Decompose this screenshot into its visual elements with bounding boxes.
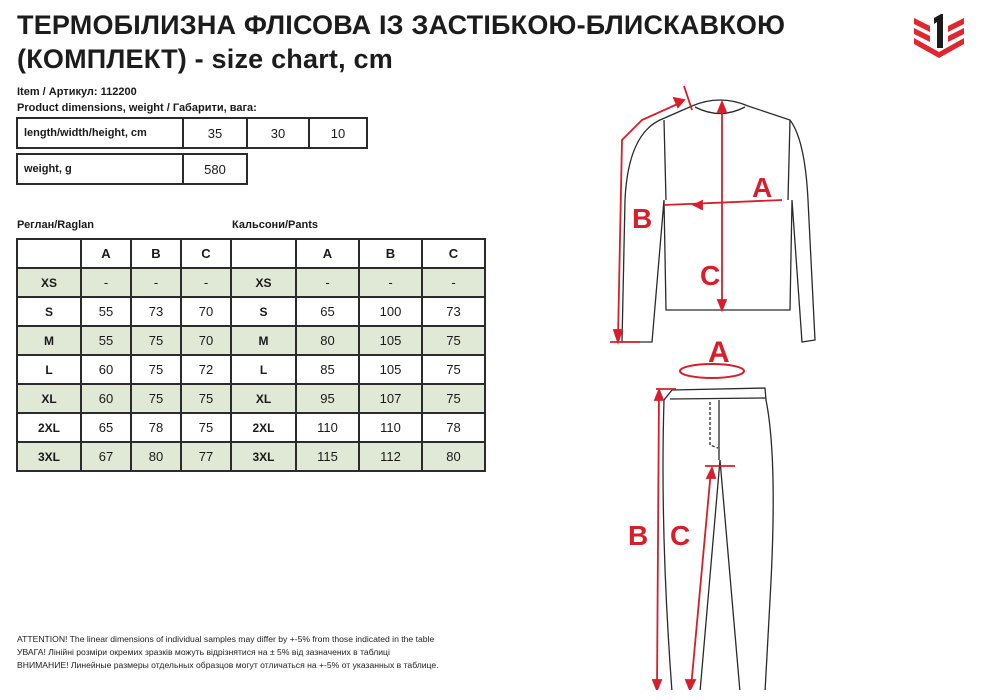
pants-label-a: A — [708, 336, 730, 369]
pants-value-c: 75 — [422, 326, 485, 355]
raglan-value-a: 55 — [81, 326, 131, 355]
width-value: 30 — [247, 118, 309, 148]
shirt-label-b: B — [632, 203, 653, 234]
pants-value-b: 105 — [359, 355, 422, 384]
raglan-value-a: 60 — [81, 384, 131, 413]
pants-value-b: 105 — [359, 326, 422, 355]
pants-col-header: B — [359, 239, 422, 268]
pants-value-a: 85 — [296, 355, 359, 384]
raglan-size: 3XL — [17, 442, 81, 471]
raglan-value-a: 65 — [81, 413, 131, 442]
raglan-value-c: - — [181, 268, 231, 297]
pants-value-b: 107 — [359, 384, 422, 413]
pants-value-c: 75 — [422, 355, 485, 384]
raglan-label: Реглан/Raglan — [17, 219, 94, 231]
pants-col-header: A — [296, 239, 359, 268]
raglan-col-header: C — [181, 239, 231, 268]
raglan-value-b: - — [131, 268, 181, 297]
pants-value-a: 80 — [296, 326, 359, 355]
notice — [17, 633, 439, 672]
page-title — [17, 8, 785, 76]
raglan-value-c: 72 — [181, 355, 231, 384]
weight-table — [16, 153, 248, 185]
garment-diagram — [600, 80, 840, 690]
raglan-value-c: 77 — [181, 442, 231, 471]
pants-size: 2XL — [231, 413, 296, 442]
raglan-value-a: - — [81, 268, 131, 297]
title-line-2: (КОМПЛЕКТ) - size chart, cm — [17, 44, 393, 74]
table-row — [17, 413, 485, 442]
raglan-size: M — [17, 326, 81, 355]
pants-size: L — [231, 355, 296, 384]
pants-value-a: 65 — [296, 297, 359, 326]
pants-value-a: 115 — [296, 442, 359, 471]
pants-label-b: B — [628, 520, 649, 551]
weight-label: weight, g — [17, 154, 183, 184]
pants-size: XS — [231, 268, 296, 297]
raglan-value-c: 70 — [181, 297, 231, 326]
table-row — [17, 442, 485, 471]
pants-value-c: 80 — [422, 442, 485, 471]
pants-value-b: 100 — [359, 297, 422, 326]
raglan-col-header: B — [131, 239, 181, 268]
size-table — [16, 238, 486, 472]
dimensions-label: length/width/height, cm — [17, 118, 183, 148]
pants-value-b: 110 — [359, 413, 422, 442]
raglan-value-a: 60 — [81, 355, 131, 384]
pants-value-a: 95 — [296, 384, 359, 413]
raglan-value-c: 70 — [181, 326, 231, 355]
raglan-value-b: 80 — [131, 442, 181, 471]
pants-value-c: 78 — [422, 413, 485, 442]
pants-size: S — [231, 297, 296, 326]
pants-value-c: 75 — [422, 384, 485, 413]
table-row — [17, 326, 485, 355]
notice-en: ATTENTION! The linear dimensions of individual samples may differ by +-5% from those indicated in the table — [17, 634, 435, 644]
raglan-value-b: 75 — [131, 384, 181, 413]
pants-label-c: C — [670, 520, 691, 551]
pants-size: M — [231, 326, 296, 355]
header-blank — [231, 239, 296, 268]
table-row — [17, 355, 485, 384]
raglan-value-b: 75 — [131, 326, 181, 355]
pants-value-c: 73 — [422, 297, 485, 326]
pants-col-header: C — [422, 239, 485, 268]
raglan-size: 2XL — [17, 413, 81, 442]
dimensions-table — [16, 117, 368, 149]
raglan-size: L — [17, 355, 81, 384]
height-value: 10 — [309, 118, 367, 148]
dimensions-heading: Product dimensions, weight / Габарити, вага: — [17, 102, 257, 114]
raglan-size: S — [17, 297, 81, 326]
raglan-value-a: 67 — [81, 442, 131, 471]
pants-size: 3XL — [231, 442, 296, 471]
size-table-header — [17, 239, 485, 268]
raglan-size: XL — [17, 384, 81, 413]
raglan-value-b: 78 — [131, 413, 181, 442]
length-value: 35 — [183, 118, 247, 148]
pants-value-b: 112 — [359, 442, 422, 471]
notice-uk: УВАГА! Лінійні розміри окремих зразків можуть відрізнятися на ± 5% від зазначених в таблиці — [17, 647, 390, 657]
header-blank — [17, 239, 81, 268]
raglan-value-a: 55 — [81, 297, 131, 326]
shirt-label-c: C — [700, 260, 721, 291]
raglan-value-c: 75 — [181, 413, 231, 442]
raglan-value-b: 73 — [131, 297, 181, 326]
notice-ru: ВНИМАНИЕ! Линейные размеры отдельных образцов могут отличаться на +-5% от указанных в таблице. — [17, 660, 439, 670]
pants-size: XL — [231, 384, 296, 413]
raglan-value-c: 75 — [181, 384, 231, 413]
table-row — [17, 268, 485, 297]
weight-value: 580 — [183, 154, 247, 184]
table-row — [17, 297, 485, 326]
raglan-value-b: 75 — [131, 355, 181, 384]
pants-value-a: - — [296, 268, 359, 297]
raglan-col-header: A — [81, 239, 131, 268]
pants-value-c: - — [422, 268, 485, 297]
pants-label: Кальсони/Pants — [232, 219, 318, 231]
brand-logo-icon — [912, 12, 966, 58]
raglan-size: XS — [17, 268, 81, 297]
pants-value-b: - — [359, 268, 422, 297]
table-row — [17, 384, 485, 413]
shirt-label-a: A — [752, 172, 773, 203]
pants-value-a: 110 — [296, 413, 359, 442]
item-number: Item / Артикул: 112200 — [17, 86, 137, 98]
title-line-1: ТЕРМОБІЛИЗНА ФЛІСОВА ІЗ ЗАСТІБКОЮ-БЛИСКАВКОЮ — [17, 10, 786, 40]
